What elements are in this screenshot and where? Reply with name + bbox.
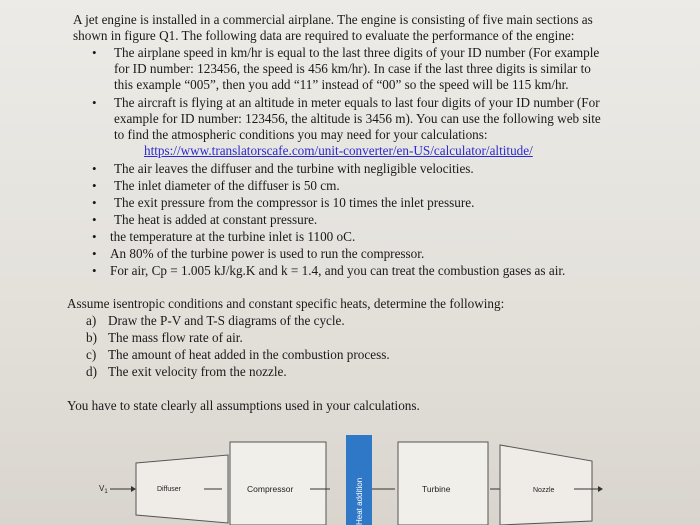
task-b-letter: b) xyxy=(86,330,97,345)
bullet-marker: • xyxy=(92,195,97,210)
task-b-text: The mass flow rate of air. xyxy=(108,330,243,345)
bullet-marker: • xyxy=(92,229,97,244)
bullet-2-line-3: to find the atmospheric conditions you may need for your calculations: xyxy=(114,127,488,142)
inlet-velocity-label: $V_1$ xyxy=(99,484,108,495)
bullet-9: For air, Cp = 1.005 kJ/kg.K and k = 1.4, and you can treat the combustion gases as air. xyxy=(110,263,566,278)
bullet-marker: • xyxy=(92,212,97,227)
bullet-6: The heat is added at constant pressure. xyxy=(114,212,318,227)
assume-line: Assume isentropic conditions and constant specific heats, determine the following: xyxy=(67,296,505,311)
bullet-5: The exit pressure from the compressor is 10 times the inlet pressure. xyxy=(114,195,475,210)
task-d-letter: d) xyxy=(86,364,97,379)
bullet-marker: • xyxy=(92,178,97,193)
task-c-letter: c) xyxy=(86,347,97,362)
engine-schematic xyxy=(0,425,700,525)
bullet-marker: • xyxy=(92,263,97,278)
bullet-4: The inlet diameter of the diffuser is 50 cm. xyxy=(114,178,340,193)
task-a-text: Draw the P-V and T-S diagrams of the cycle. xyxy=(108,313,345,328)
bullet-marker: • xyxy=(92,161,97,176)
bullet-marker: • xyxy=(92,246,97,261)
altitude-calculator-link[interactable]: https://www.translatorscafe.com/unit-converter/en-US/calculator/altitude/ xyxy=(144,143,533,158)
bullet-3: The air leaves the diffuser and the turbine with negligible velocities. xyxy=(114,161,474,176)
assumptions-note: You have to state clearly all assumptions used in your calculations. xyxy=(67,398,420,413)
arrow-head-icon xyxy=(598,486,603,492)
bullet-1-line-3: this example “005”, then you add “11” instead of “00” so the speed will be 115 km/hr. xyxy=(114,77,569,92)
bullet-1-line-2: for ID number: 123456, the speed is 456 km/hr). In case if the last three digits is similar to xyxy=(114,61,591,76)
heat-addition-label: Heat addition xyxy=(355,477,364,525)
nozzle-shape xyxy=(500,445,592,525)
nozzle-label: Nozzle xyxy=(533,487,555,494)
bullet-8: An 80% of the turbine power is used to run the compressor. xyxy=(110,246,425,261)
bullet-marker: • xyxy=(92,45,97,60)
intro-line-1: A jet engine is installed in a commercial airplane. The engine is consisting of five main sections as xyxy=(73,12,593,27)
arrow-head-icon xyxy=(131,486,136,492)
bullet-2-line-2: example for ID number: 123456, the altitude is 3456 m). You can use the following web site xyxy=(114,111,601,126)
bullet-1-line-1: The airplane speed in km/hr is equal to the last three digits of your ID number (For example xyxy=(114,45,600,60)
task-d-text: The exit velocity from the nozzle. xyxy=(108,364,287,379)
turbine-label: Turbine xyxy=(422,484,451,494)
compressor-label: Compressor xyxy=(247,484,294,494)
task-a-letter: a) xyxy=(86,313,97,328)
diffuser-label: Diffuser xyxy=(157,486,181,493)
bullet-7: the temperature at the turbine inlet is 1100 oC. xyxy=(110,229,356,244)
intro-line-2: shown in figure Q1. The following data are required to evaluate the performance of the engine: xyxy=(73,28,575,43)
task-c-text: The amount of heat added in the combustion process. xyxy=(108,347,390,362)
bullet-marker: • xyxy=(92,95,97,110)
bullet-2-line-1: The aircraft is flying at an altitude in meter equals to last four digits of your ID number (For xyxy=(114,95,600,110)
